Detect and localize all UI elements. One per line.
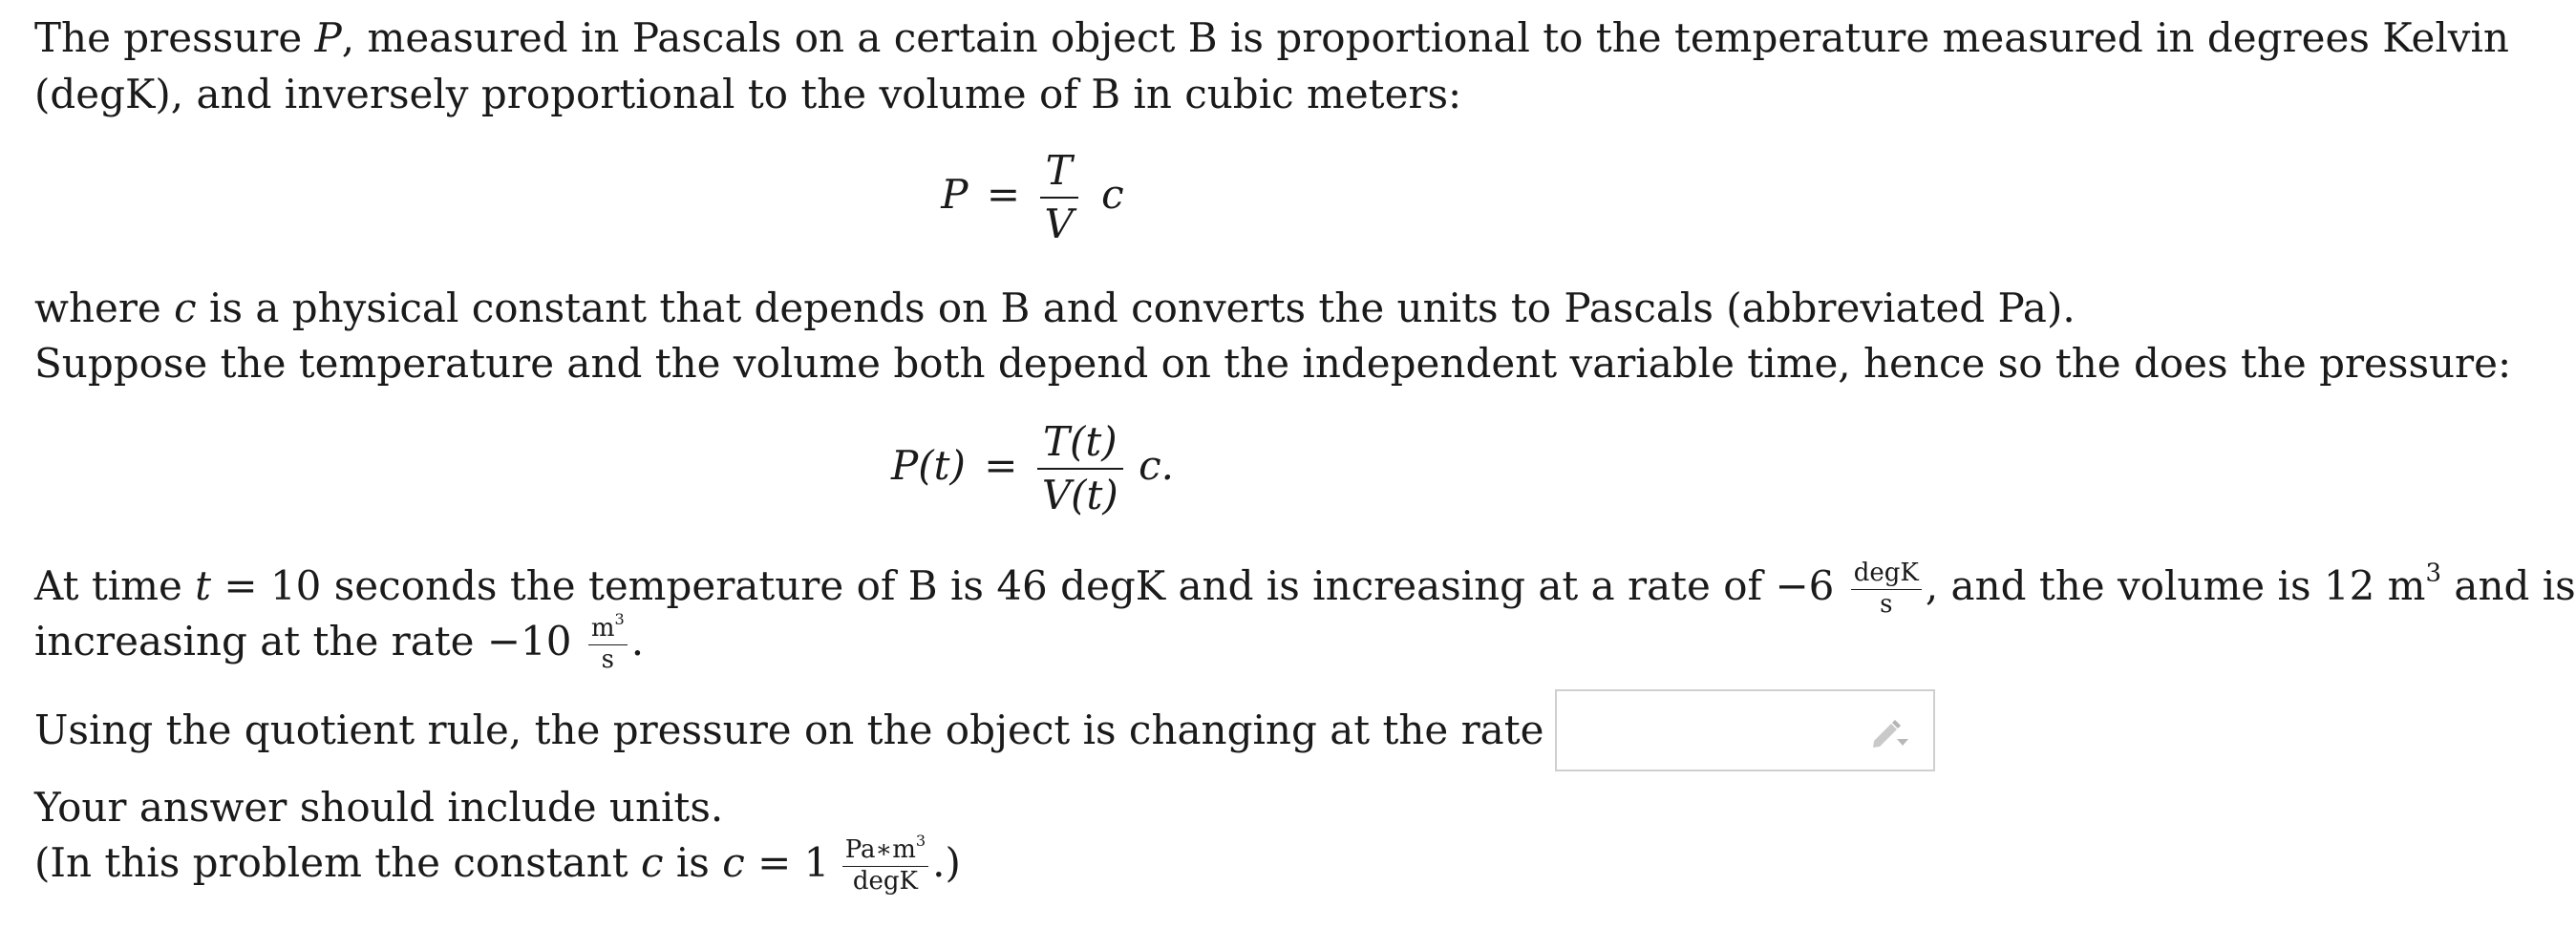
- formula-pressure: [34, 149, 2031, 246]
- constant-unit: [842, 832, 928, 896]
- formula2-fraction: [1036, 420, 1124, 517]
- formula-equals: =: [986, 171, 1021, 219]
- fraction-numerator: T: [1040, 149, 1078, 199]
- intro-line-2: [34, 66, 1461, 123]
- variable-c: c: [174, 285, 197, 331]
- variable-t: t: [195, 562, 212, 609]
- pencil-icon[interactable]: [1868, 716, 1910, 749]
- period: .: [630, 618, 645, 664]
- unit-numerator: Pa∗m: [844, 835, 916, 865]
- fraction2-denominator: V(t): [1041, 472, 1118, 519]
- formula2-constant: c.: [1139, 442, 1175, 490]
- variable-c: c: [722, 839, 745, 886]
- intro-line-1: [34, 10, 2509, 67]
- volume-exponent: 3: [2425, 559, 2442, 588]
- fraction-denominator: V: [1044, 200, 1074, 248]
- unit-denominator: s: [1880, 589, 1893, 619]
- where-line: [34, 280, 2076, 337]
- given-text: At time: [34, 562, 196, 609]
- answer-input[interactable]: [1555, 689, 1935, 771]
- intro-text-line2: (degK), and inversely proportional to the volume of B in cubic meters:: [34, 71, 1462, 117]
- suppose-line: [34, 335, 2511, 392]
- unit-numerator: degK: [1851, 560, 1922, 589]
- formula2-lhs: P(t): [890, 442, 966, 490]
- unit-denominator: s: [601, 644, 614, 674]
- formula-constant: c: [1101, 171, 1124, 219]
- constant-note-text-b: is: [663, 839, 723, 886]
- question-prompt: Using the quotient rule, the pressure on the object is changing at the rate: [34, 706, 1544, 753]
- units-note: [34, 779, 723, 836]
- intro-text-cont: , measured in Pascals on a certain object B is proportional to the temperature measured in degrees Kelvin: [341, 14, 2509, 61]
- given-text-c: and is increasing at a rate of: [1165, 562, 1776, 609]
- variable-p: P: [314, 14, 342, 61]
- suppose-text: Suppose the temperature and the volume both depend on the independent variable time, hence so the does the pressure:: [34, 340, 2512, 387]
- variable-c: c: [640, 839, 664, 886]
- answer-row: [34, 689, 1935, 771]
- volume-rate-value: −10: [486, 618, 572, 664]
- where-text: where: [34, 285, 175, 331]
- given-text-line2: increasing at the rate: [34, 618, 487, 664]
- volume-value: 12 m: [2323, 562, 2426, 609]
- constant-note-end: .): [932, 839, 961, 886]
- given-text-d: , and the volume is: [1925, 562, 2324, 609]
- formula-pressure-time: [34, 420, 2031, 517]
- given-text-e: and is: [2441, 562, 2576, 609]
- given-line-2: [34, 610, 645, 674]
- time-value: = 10: [211, 562, 322, 609]
- units-note-text: Your answer should include units.: [34, 784, 724, 831]
- given-text-b: seconds the temperature of B is: [321, 562, 997, 609]
- volume-rate-unit: [588, 610, 628, 674]
- temperature-rate-value: −6: [1775, 562, 1835, 609]
- constant-value: = 1: [744, 839, 830, 886]
- intro-text: The pressure: [34, 14, 315, 61]
- fraction2-numerator: T(t): [1037, 420, 1123, 470]
- formula-lhs: P: [941, 171, 969, 219]
- formula-fraction: [1038, 149, 1078, 246]
- unit-exponent: 3: [614, 610, 625, 629]
- unit-numerator: m: [590, 614, 615, 643]
- where-text-cont: is a physical constant that depends on B and converts the units to Pascals (abbreviated Pa).: [196, 285, 2076, 331]
- unit-exponent: 3: [915, 832, 926, 851]
- unit-denominator: degK: [852, 866, 918, 896]
- temperature-rate-unit: [1851, 560, 1922, 618]
- constant-note-text: (In this problem the constant: [34, 839, 641, 886]
- constant-note: [34, 834, 961, 895]
- temperature-value: 46 degK: [996, 562, 1166, 609]
- given-line-1: [34, 558, 2576, 618]
- formula2-equals: =: [984, 442, 1018, 490]
